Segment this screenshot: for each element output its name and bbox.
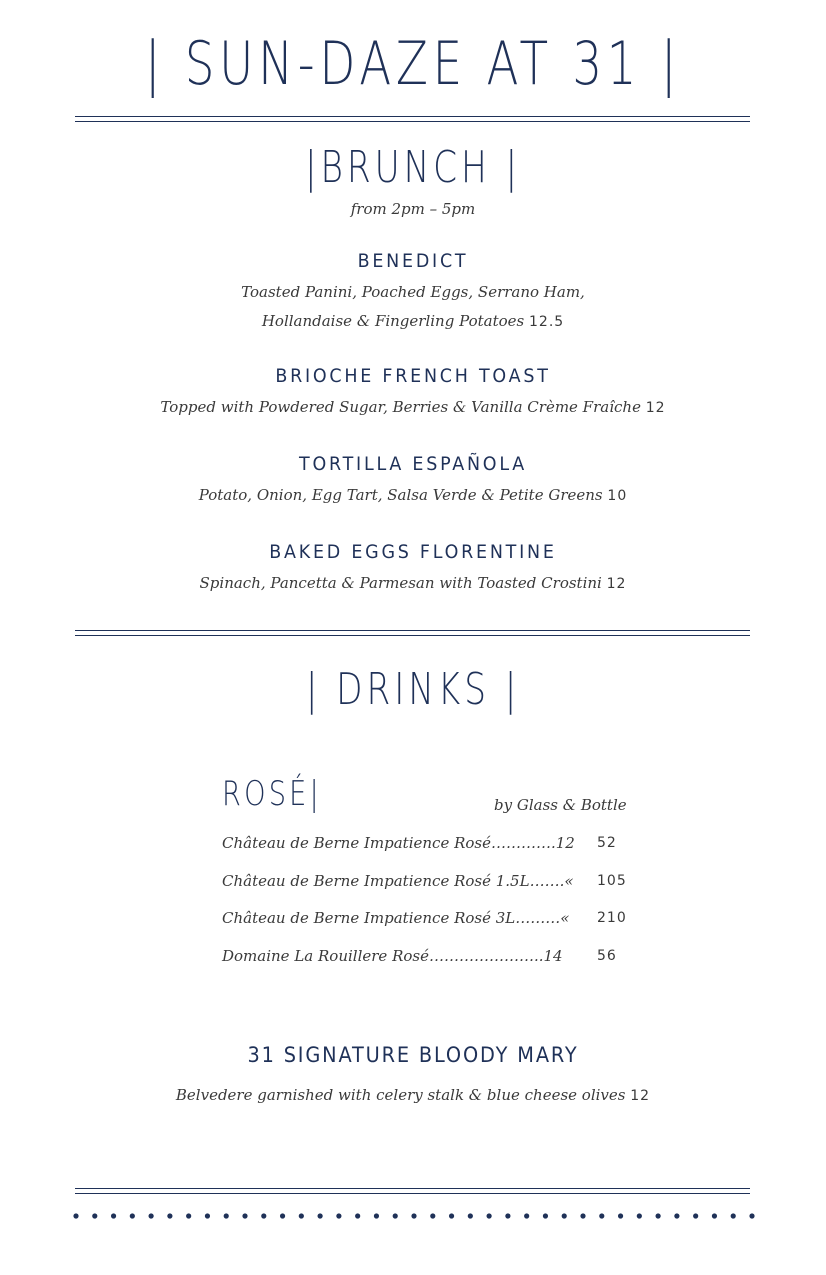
border-dot — [524, 1213, 529, 1218]
border-dot — [111, 1213, 116, 1218]
border-dot — [749, 1213, 754, 1218]
border-dot — [674, 1213, 679, 1218]
signature-drink-desc-text: Belvedere garnished with celery stalk & blue cheese olives — [175, 1086, 626, 1104]
border-dot — [318, 1213, 323, 1218]
menu-item-name: TORTILLA ESPAÑOLA — [299, 453, 527, 475]
wine-row — [222, 872, 642, 896]
bottom-divider — [75, 1188, 750, 1194]
top-divider — [75, 116, 750, 122]
menu-item-price: 12 — [606, 576, 627, 592]
wine-row — [222, 947, 642, 971]
border-dot — [618, 1213, 623, 1218]
border-dot — [487, 1213, 492, 1218]
border-dot — [261, 1213, 266, 1218]
wine-name-glass-price: Domaine La Rouillere Rosé…………………..14 — [222, 947, 563, 965]
border-dot — [205, 1213, 210, 1218]
wine-bottle-price: 56 — [597, 948, 617, 964]
wine-row — [222, 909, 642, 933]
border-dot — [580, 1213, 585, 1218]
border-dot — [280, 1213, 285, 1218]
menu-item-price: 10 — [607, 488, 628, 504]
wine-name-glass-price: Château de Berne Impatience Rosé 3L………« — [222, 909, 570, 927]
border-dot — [73, 1213, 78, 1218]
menu-item-description — [0, 569, 826, 599]
border-dot — [543, 1213, 548, 1218]
wine-bottle-price: 105 — [597, 873, 627, 889]
wine-bottle-price: 210 — [597, 910, 627, 926]
menu-item-price: 12 — [645, 400, 666, 416]
border-dot — [167, 1213, 172, 1218]
menu-item-name: BAKED EGGS FLORENTINE — [269, 541, 557, 563]
border-dot — [468, 1213, 473, 1218]
border-dot — [637, 1213, 642, 1218]
border-dot — [430, 1213, 435, 1218]
menu-item-desc-line: Toasted Panini, Poached Eggs, Serrano Ham, — [241, 283, 585, 301]
border-dot — [449, 1213, 454, 1218]
menu-item-desc-text: Spinach, Pancetta & Parmesan with Toasted Crostini — [199, 574, 602, 592]
signature-drink-description — [0, 1081, 826, 1111]
brunch-hours: from 2pm – 5pm — [350, 200, 476, 218]
signature-drink-price: 12 — [630, 1088, 651, 1104]
menu-item-desc-line — [0, 307, 826, 337]
rose-heading: ROSÉ| — [222, 774, 322, 814]
wine-name-glass-price: Château de Berne Impatience Rosé………….12 — [222, 834, 575, 852]
menu-item-desc-text: Hollandaise & Fingerling Potatoes — [261, 312, 525, 330]
border-dot — [656, 1213, 661, 1218]
middle-divider — [75, 630, 750, 636]
wine-row — [222, 834, 642, 858]
brunch-title: |BRUNCH | — [304, 142, 522, 193]
signature-drink-name: 31 SIGNATURE BLOODY MARY — [247, 1043, 579, 1067]
dotted-border — [72, 1208, 756, 1224]
border-dot — [562, 1213, 567, 1218]
menu-item-description — [0, 481, 826, 511]
border-dot — [92, 1213, 97, 1218]
wine-name-glass-price: Château de Berne Impatience Rosé 1.5L…….« — [222, 872, 574, 890]
border-dot — [712, 1213, 717, 1218]
border-dot — [411, 1213, 416, 1218]
border-dot — [242, 1213, 247, 1218]
border-dot — [374, 1213, 379, 1218]
rose-serving-note: by Glass & Bottle — [494, 796, 627, 814]
menu-item-desc-text: Potato, Onion, Egg Tart, Salsa Verde & Petite Greens — [198, 486, 603, 504]
border-dot — [599, 1213, 604, 1218]
drinks-title: | DRINKS | — [305, 664, 521, 715]
wine-bottle-price: 52 — [597, 835, 617, 851]
menu-item-name: BRIOCHE FRENCH TOAST — [275, 365, 551, 387]
border-dot — [393, 1213, 398, 1218]
border-dot — [336, 1213, 341, 1218]
border-dot — [505, 1213, 510, 1218]
border-dot — [731, 1213, 736, 1218]
border-dot — [355, 1213, 360, 1218]
menu-item-price: 12.5 — [529, 314, 565, 330]
menu-item-name: BENEDICT — [357, 250, 469, 272]
border-dot — [299, 1213, 304, 1218]
border-dot — [224, 1213, 229, 1218]
menu-item-description — [0, 278, 826, 337]
menu-item-desc-text: Topped with Powdered Sugar, Berries & Vanilla Crème Fraîche — [160, 398, 641, 416]
border-dot — [130, 1213, 135, 1218]
page-title: | SUN-DAZE AT 31 | — [144, 29, 682, 99]
border-dot — [693, 1213, 698, 1218]
border-dot — [186, 1213, 191, 1218]
menu-item-description — [0, 393, 826, 423]
border-dot — [149, 1213, 154, 1218]
